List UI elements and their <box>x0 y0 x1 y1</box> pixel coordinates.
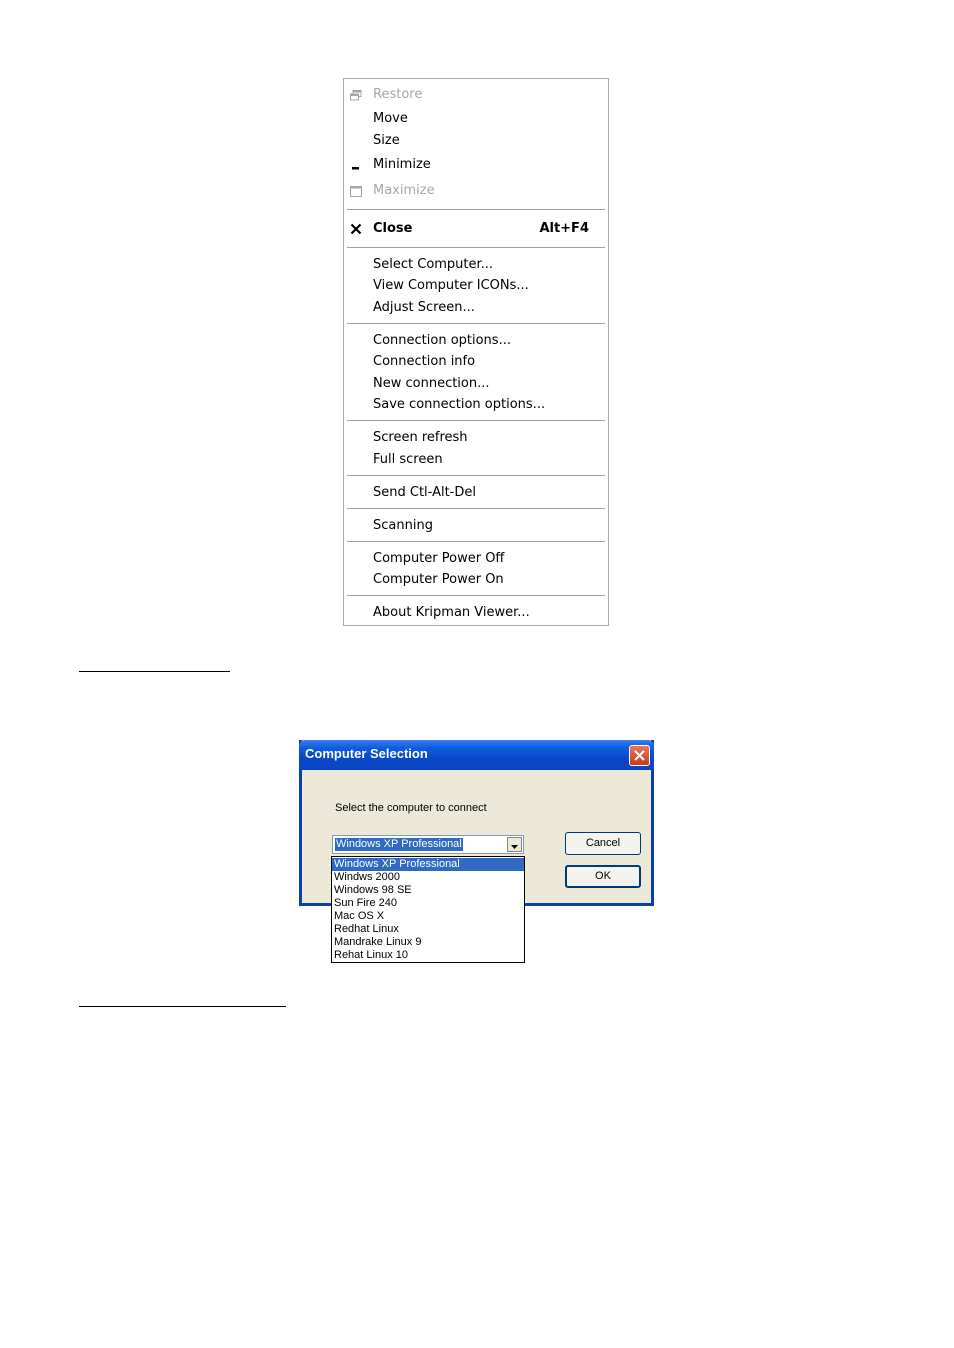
menu-item-move[interactable]: Move <box>373 111 408 126</box>
menu-separator <box>347 508 605 509</box>
combobox-value: Windows XP Professional <box>336 838 462 850</box>
menu-item-send-ctl-alt-del[interactable]: Send Ctl-Alt-Del <box>373 485 476 500</box>
close-accelerator: Alt+F4 <box>539 221 589 236</box>
menu-item-full-screen[interactable]: Full screen <box>373 452 443 467</box>
menu-item-about[interactable]: About Kripman Viewer... <box>373 605 530 620</box>
menu-separator <box>347 323 605 324</box>
menu-item-scanning[interactable]: Scanning <box>373 518 433 533</box>
cancel-button[interactable]: Cancel <box>565 832 641 855</box>
menu-item-maximize: Maximize <box>344 180 608 202</box>
menu-item-computer-power-off[interactable]: Computer Power Off <box>373 551 505 566</box>
option-redhat-linux[interactable]: Redhat Linux <box>334 923 399 935</box>
combobox-dropdown-button[interactable] <box>507 837 522 852</box>
option-windows-98-se[interactable]: Windows 98 SE <box>334 884 412 896</box>
minimize-icon <box>349 154 363 176</box>
close-icon <box>349 218 363 240</box>
option-windws-2000[interactable]: Windws 2000 <box>334 871 401 883</box>
menu-separator <box>347 247 605 248</box>
menu-separator <box>347 420 605 421</box>
option-rehat-linux-10[interactable]: Rehat Linux 10 <box>334 949 408 961</box>
menu-item-size[interactable]: Size <box>373 133 400 148</box>
dialog-prompt: Select the computer to connect <box>335 802 487 814</box>
menu-item-minimize[interactable]: Minimize <box>344 154 608 176</box>
menu-separator <box>347 595 605 596</box>
dialog-title: Computer Selection <box>305 746 428 761</box>
close-x-icon <box>630 746 649 765</box>
menu-item-close[interactable]: Close Alt+F4 <box>344 218 608 240</box>
option-mac-os-x[interactable]: Mac OS X <box>334 910 385 922</box>
menu-item-adjust-screen[interactable]: Adjust Screen... <box>373 300 475 315</box>
menu-item-save-connection-options[interactable]: Save connection options... <box>373 397 546 412</box>
dialog-titlebar[interactable] <box>299 740 654 770</box>
menu-item-computer-power-on[interactable]: Computer Power On <box>373 572 504 587</box>
computer-dropdown-list <box>331 856 525 963</box>
menu-item-view-computer-icons[interactable]: View Computer ICONs... <box>373 278 529 293</box>
menu-separator <box>347 541 605 542</box>
system-menu <box>343 78 609 626</box>
ok-button[interactable]: OK <box>565 865 641 888</box>
option-sun-fire-240[interactable]: Sun Fire 240 <box>334 897 397 909</box>
chevron-down-icon <box>508 840 521 853</box>
menu-item-screen-refresh[interactable]: Screen refresh <box>373 430 468 445</box>
dialog-close-button[interactable] <box>629 745 650 766</box>
section-underline <box>79 671 230 672</box>
restore-icon <box>349 84 363 106</box>
menu-item-new-connection[interactable]: New connection... <box>373 376 490 391</box>
computer-combobox[interactable] <box>332 835 524 854</box>
menu-item-connection-options[interactable]: Connection options... <box>373 333 511 348</box>
menu-item-select-computer[interactable]: Select Computer... <box>373 257 494 272</box>
menu-separator <box>347 475 605 476</box>
maximize-icon <box>349 180 363 202</box>
option-mandrake-linux-9[interactable]: Mandrake Linux 9 <box>334 936 422 948</box>
menu-separator <box>347 209 605 210</box>
option-windows-xp-professional[interactable]: Windows XP Professional <box>332 858 524 871</box>
menu-item-connection-info[interactable]: Connection info <box>373 354 476 369</box>
section-underline <box>79 1006 286 1007</box>
menu-item-restore: Restore <box>344 84 608 106</box>
